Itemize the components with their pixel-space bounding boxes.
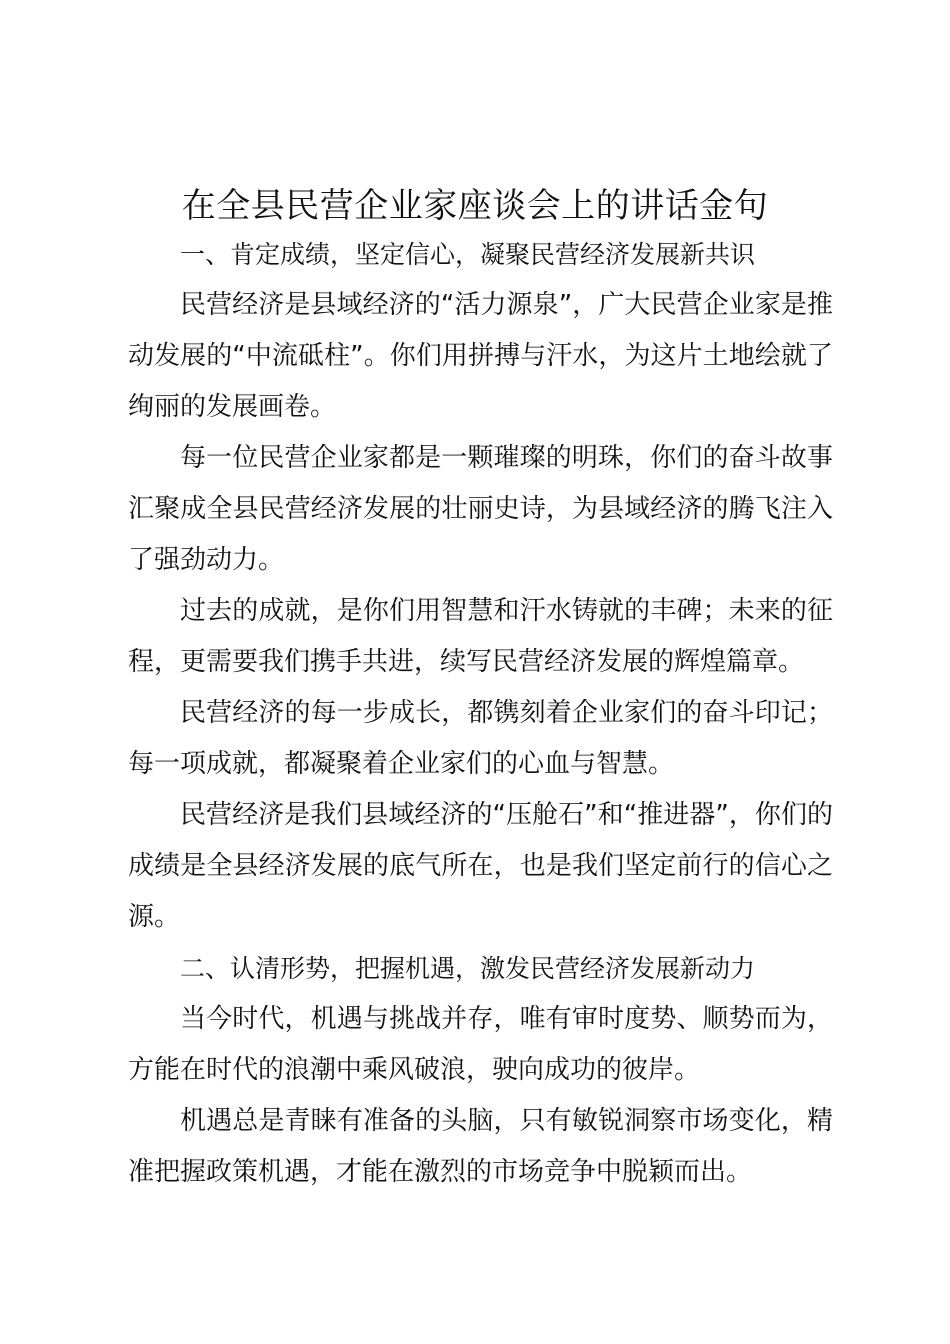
paragraph: 每一位民营企业家都是一颗璀璨的明珠，你们的奋斗故事汇聚成全县民营经济发展的壮丽史诗，为县域经济的腾飞注入了强劲动力。 (128, 443, 833, 575)
section-heading-1: 一、肯定成绩，坚定信心，凝聚民营经济发展新共识 (180, 240, 756, 269)
paragraph: 民营经济是我们县域经济的“压舱石”和“推进器”，你们的成绩是全县经济发展的底气所在，也是我们坚定前行的信心之源。 (128, 800, 833, 932)
paragraph: 过去的成就，是你们用智慧和汗水铸就的丰碑；未来的征程，更需要我们携手共进，续写民营经济发展的辉煌篇章。 (128, 596, 833, 677)
document-title: 在全县民营企业家座谈会上的讲话金句 (181, 186, 769, 226)
paragraph: 民营经济的每一步成长，都镌刻着企业家们的奋斗印记；每一项成就，都凝聚着企业家们的心血与智慧。 (128, 698, 833, 779)
paragraph: 机遇总是青睐有准备的头脑，只有敏锐洞察市场变化，精准把握政策机遇，才能在激烈的市场竞争中脱颖而出。 (128, 1106, 833, 1187)
document-body (128, 229, 833, 1198)
paragraph: 民营经济是县域经济的“活力源泉”，广大民营企业家是推动发展的“中流砥柱”。你们用拼搏与汗水，为这片土地绘就了绚丽的发展画卷。 (128, 290, 833, 422)
section-heading-2: 二、认清形势，把握机遇，激发民营经济发展新动力 (180, 954, 756, 983)
paragraph: 当今时代，机遇与挑战并存，唯有审时度势、顺势而为，方能在时代的浪潮中乘风破浪，驶向成功的彼岸。 (128, 1004, 833, 1085)
